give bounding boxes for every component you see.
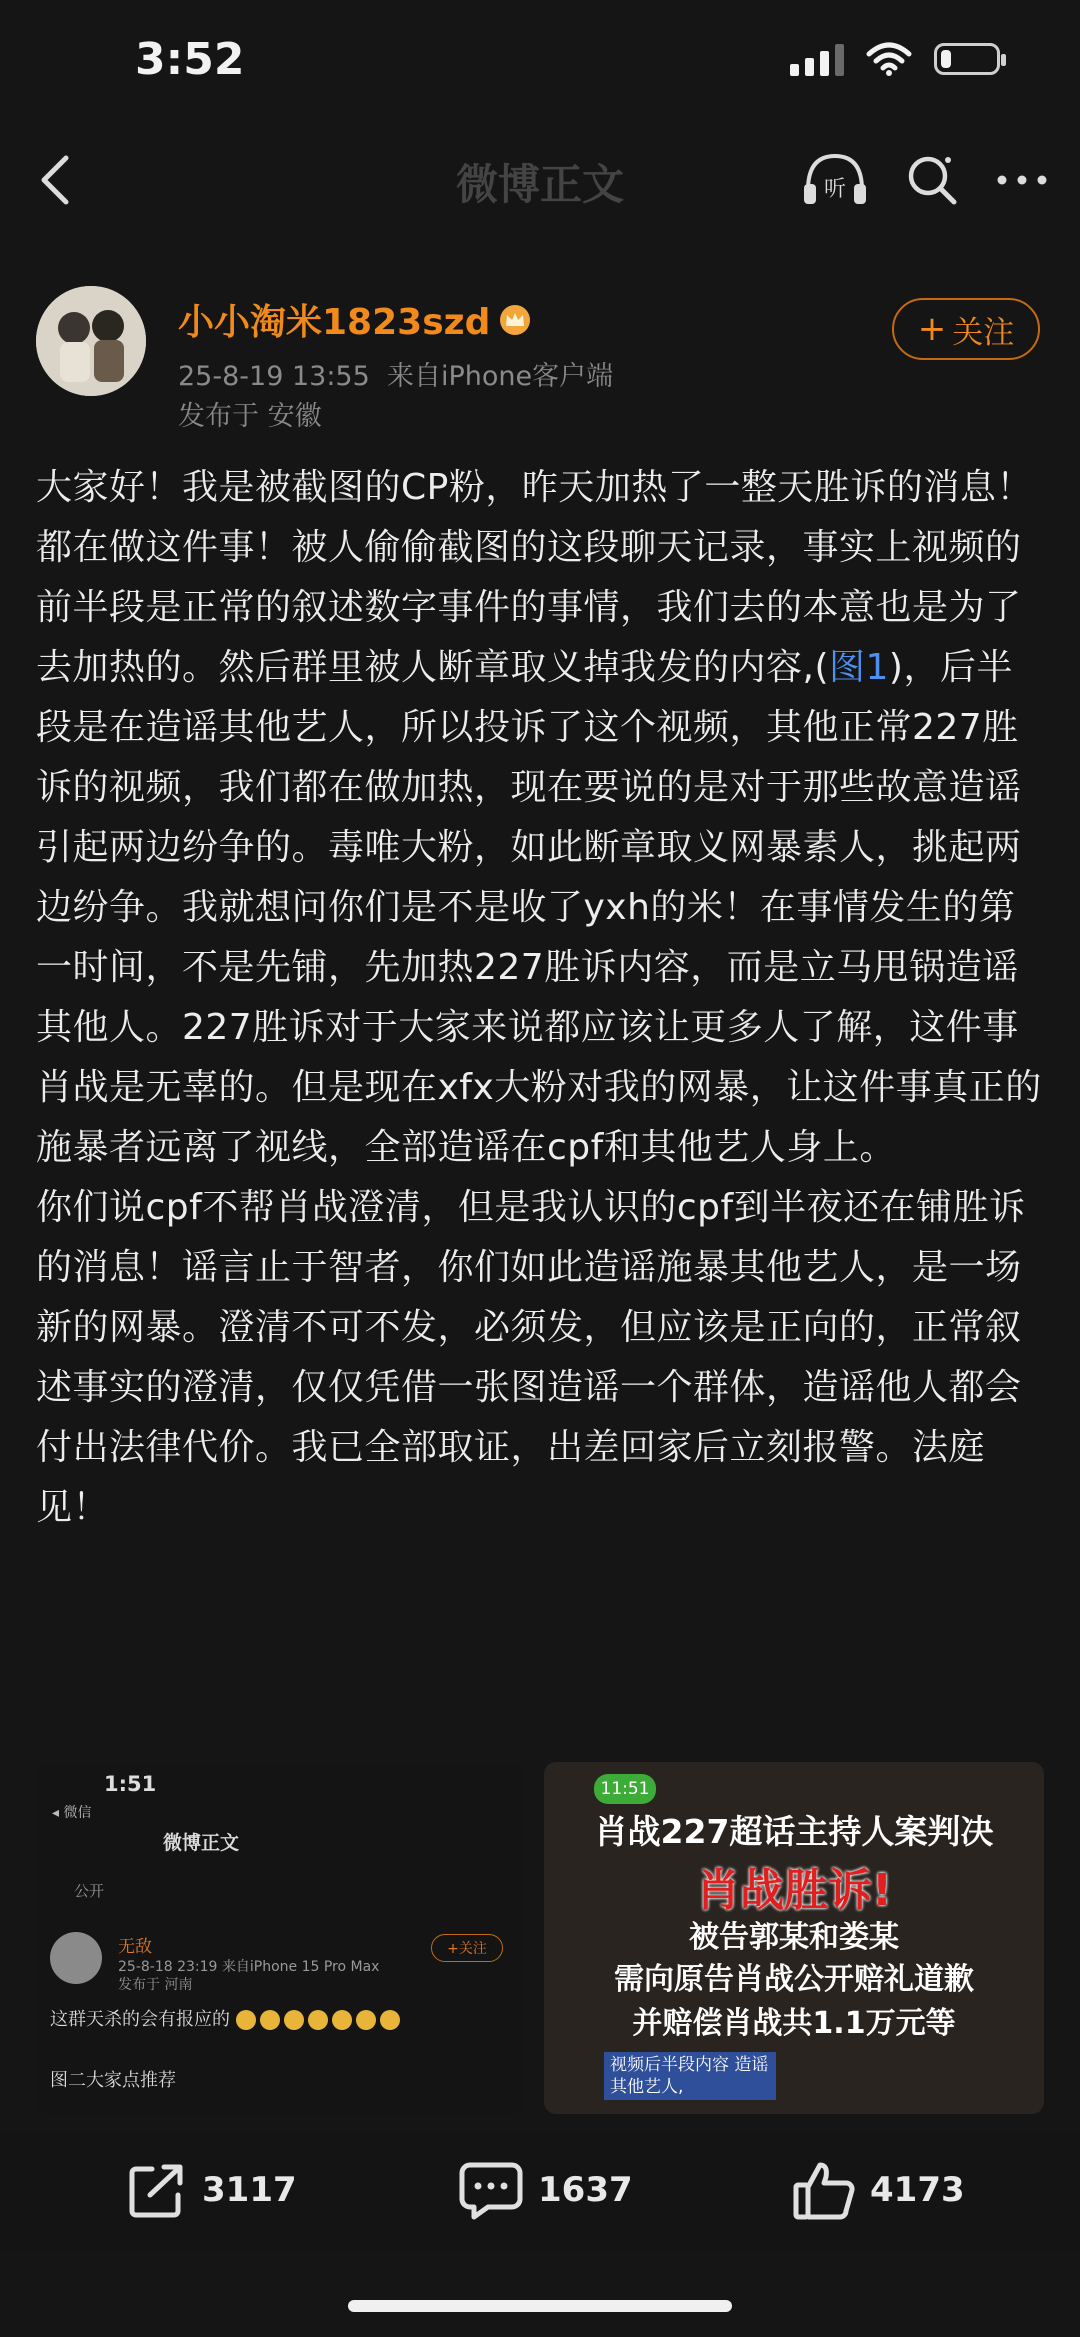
crown-badge-icon (498, 304, 532, 336)
follow-label: 关注 (952, 314, 1015, 351)
repost-icon (126, 2159, 188, 2221)
search-icon[interactable] (904, 152, 960, 208)
like-icon (792, 2159, 856, 2221)
nav-bar (0, 130, 1080, 240)
post-meta (178, 354, 613, 393)
post-text: 大家好！我是被截图的CP粉，昨天加热了一整天胜诉的消息！都在做这件事！被人偷偷截图的这段聊天记录，事实上视频的前半段是正常的叙述数字事件的事情，我们去的本意也是为了去加热的。然后群里被人断章取义掉我发的内容,( (36, 467, 1033, 688)
post-image-1[interactable] (36, 1762, 524, 2114)
wifi-icon (866, 42, 912, 76)
post-location: 发布于 安徽 (178, 401, 322, 432)
shot-text (50, 2006, 510, 2034)
post-paragraph-2: 你们说cpf不帮肖战澄清，但是我认识的cpf到半夜还在铺胜诉的消息！谣言止于智者，你们如此造谣施暴其他艺人，是一场新的网暴。澄清不可不发，必须发，但应该是正向的，正常叙述事实的澄清，仅仅凭借一张图造谣一个群体，造谣他人都会付出法律代价。我已全部取证，出差回家后立刻报警。法庭见！ (36, 1187, 1026, 1528)
post-body (36, 458, 1046, 1538)
post-paragraph-1 (36, 458, 1046, 1178)
comment-button[interactable] (458, 2130, 633, 2250)
shot-link: 图二大家点推荐 (50, 2070, 176, 2091)
via-prefix: 来自 (386, 361, 441, 392)
post-image-2[interactable] (544, 1762, 1044, 2114)
shot-wechat: ◂ 微信 (52, 1805, 92, 1821)
news-time-badge: 11:51 (594, 1774, 656, 1804)
status-bar (0, 0, 1080, 130)
follow-button[interactable] (892, 298, 1040, 360)
listen-icon[interactable] (800, 150, 870, 210)
shot-location: 发布于 河南 (118, 1977, 193, 1993)
author-header (0, 280, 1080, 440)
news-line-5: 并赔偿肖战共1.1万元等 (632, 2006, 956, 2041)
post-images (36, 1762, 1044, 2114)
action-bar (0, 2130, 1080, 2250)
shot-text-content: 这群天杀的会有报应的 (50, 2009, 230, 2030)
news-line-3: 被告郭某和娄某 (689, 1920, 899, 1955)
like-count: 4173 (870, 2170, 965, 2210)
page-title: 微博正文 (455, 160, 624, 209)
news-caption: 视频后半段内容 造谣其他艺人, (604, 2052, 776, 2100)
post-text: )，后半段是在造谣其他艺人，所以投诉了这个视频，其他正常227胜诉的视频，我们都在做加热，现在要说的是对于那些故意造谣引起两边纷争的。毒唯大粉，如此断章取义网暴素人，挑起两边纷争。我就想问你们是不是收了yxh的米！在事情发生的第一时间，不是先铺，先加热227胜诉内容，而是立马甩锅造谣其他人。227胜诉对于大家来说都应该让更多人了解，这件事肖战是无辜的。但是现在xfx大粉对我的网暴，让这件事真正的施暴者远离了视线，全部造谣在cpf和其他艺人身上。 (36, 647, 1042, 1168)
author-name-row[interactable] (178, 294, 532, 345)
news-verdict: 肖战胜诉! (695, 1865, 893, 1916)
plus-icon: + (917, 309, 947, 349)
shot-public: 公开 (74, 1882, 105, 1900)
like-button[interactable] (792, 2130, 965, 2250)
shot-meta: 25-8-18 23:19 来自iPhone 15 Pro Max (118, 1959, 380, 1975)
post-date: 25-8-19 13:55 (178, 361, 370, 392)
author-name[interactable]: 小小淘米1823szd (178, 302, 491, 343)
comment-count: 1637 (538, 2170, 633, 2210)
avatar[interactable] (36, 286, 146, 396)
status-time: 3:52 (135, 34, 245, 85)
shot-title: 微博正文 (162, 1832, 239, 1854)
news-headline: 肖战227超话主持人案判决 (594, 1812, 994, 1851)
shot-name: 无敌 (118, 1937, 152, 1957)
shot-avatar (50, 1932, 102, 1984)
shot-time: 1:51 (104, 1772, 157, 1796)
image-link[interactable]: 图1 (829, 647, 889, 688)
svg-text:听: 听 (823, 177, 847, 202)
home-indicator[interactable] (348, 2300, 732, 2312)
repost-count: 3117 (202, 2170, 297, 2210)
repost-button[interactable] (126, 2130, 297, 2250)
battery-icon (934, 43, 1000, 75)
news-line-4: 需向原告肖战公开赔礼道歉 (614, 1962, 974, 1997)
cellular-signal-icon (790, 42, 844, 76)
comment-icon (458, 2159, 524, 2221)
via-device: iPhone客户端 (440, 361, 614, 392)
more-icon[interactable] (994, 170, 1050, 190)
shot-follow: +关注 (431, 1934, 503, 1962)
